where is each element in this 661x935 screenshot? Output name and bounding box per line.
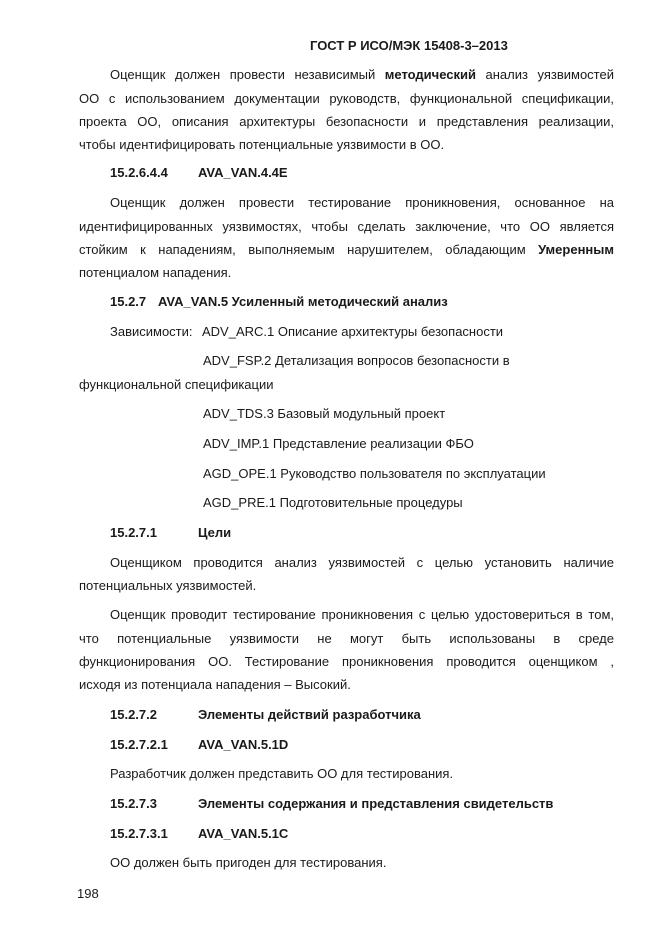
paragraph-line: Оценщиком проводится анализ уязвимостей с целью установить наличие — [110, 555, 614, 570]
section-title: AVA_VAN.5.1D — [198, 737, 289, 752]
paragraph-line: исходя из потенциала нападения – Высокий. — [79, 677, 351, 692]
paragraph-line: потенциалом нападения. — [79, 265, 232, 280]
section-number: 15.2.7 — [110, 294, 147, 309]
section-title: AVA_VAN.5.1C — [198, 826, 289, 841]
section-number: 15.2.7.2 — [110, 707, 157, 722]
paragraph-line: идентифицированных уязвимостях, чтобы сделать заключение, что ОО является — [79, 219, 614, 234]
section-number: 15.2.6.4.4 — [110, 165, 168, 180]
paragraph-line: Оценщик должен провести тестирование проникновения, основанное на — [110, 195, 614, 210]
section-number: 15.2.7.3 — [110, 796, 157, 811]
paragraph-line: Оценщик проводит тестирование проникновения с целью удостовериться в том, — [110, 607, 614, 622]
paragraph-line: стойким к нападениям, выполняемым нарушителем, обладающим Умеренным — [79, 242, 614, 257]
dependencies-label: Зависимости: — [110, 324, 193, 339]
dependency-item: ADV_ARC.1 Описание архитектуры безопасности — [202, 324, 504, 339]
section-number: 15.2.7.2.1 — [110, 737, 168, 752]
section-title: AVA_VAN.4.4E — [198, 165, 288, 180]
paragraph-line: чтобы идентифицировать потенциальные уязвимости в ОО. — [79, 137, 445, 152]
section-title: Цели — [198, 525, 232, 540]
page-number: 198 — [77, 886, 99, 901]
section-number: 15.2.7.1 — [110, 525, 157, 540]
document-header: ГОСТ Р ИСО/МЭК 15408-3–2013 — [310, 38, 508, 53]
dependency-item: ADV_IMP.1 Представление реализации ФБО — [203, 436, 474, 451]
section-title: AVA_VAN.5 Усиленный методический анализ — [158, 294, 448, 309]
dependency-item: AGD_PRE.1 Подготовительные процедуры — [203, 495, 463, 510]
paragraph-line: ОО должен быть пригоден для тестирования. — [110, 855, 387, 870]
dependency-continuation: функциональной спецификации — [79, 377, 274, 392]
dependency-item: AGD_OPE.1 Руководство пользователя по эксплуатации — [203, 466, 546, 481]
paragraph-line: Оценщик должен провести независимый методический анализ уязвимостей — [110, 67, 614, 82]
section-title: Элементы действий разработчика — [198, 707, 421, 722]
paragraph-line: что потенциальные уязвимости не могут быть использованы в среде — [79, 631, 614, 646]
section-number: 15.2.7.3.1 — [110, 826, 168, 841]
dependency-item: ADV_FSP.2 Детализация вопросов безопасности в — [203, 353, 510, 368]
section-title: Элементы содержания и представления свидетельств — [198, 796, 554, 811]
paragraph-line: ОО с использованием документации руководств, функциональной спецификации, — [79, 91, 614, 106]
paragraph-line: Разработчик должен представить ОО для тестирования. — [110, 766, 454, 781]
dependency-item: ADV_TDS.3 Базовый модульный проект — [203, 406, 446, 421]
paragraph-line: проекта ОО, описания архитектуры безопасности и представления реализации, — [79, 114, 614, 129]
paragraph-line: функционирования ОО. Тестирование проникновения проводится оценщиком , — [79, 654, 614, 669]
paragraph-line: потенциальных уязвимостей. — [79, 578, 257, 593]
